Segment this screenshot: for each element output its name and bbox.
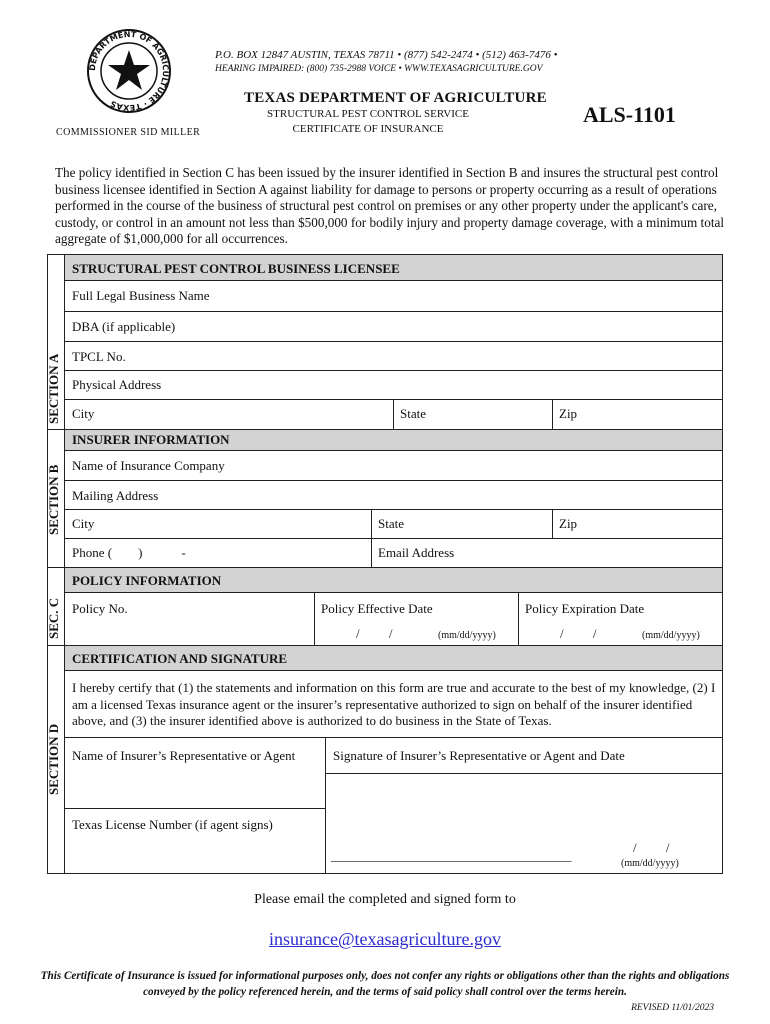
section-d-title: CERTIFICATION AND SIGNATURE	[72, 651, 288, 666]
signature-date-slashes: / /	[633, 840, 670, 855]
dba-field[interactable]: DBA (if applicable)	[72, 319, 176, 334]
phone-field[interactable]: Phone ( ) -	[72, 545, 186, 560]
disclaimer-text: This Certificate of Insurance is issued for informational purposes only, does not confer any rights or obligations other than the rights and obligations conveyed by the policy referenced herein, and the terms of said policy shall control over the terms herein.	[40, 970, 730, 998]
certification-statement: I hereby certify that (1) the statements and information on this form are true and accurate to the best of my knowledge, (2) I am a licensed Texas insurance agent or the insurer’s representative authorized to sign on behalf of the insurer identified above, and (3) the insurer identified above is authorized to do business in the State of Texas.	[72, 680, 716, 728]
form-number: ALS-1101	[583, 102, 676, 127]
divider	[552, 399, 553, 429]
expiration-date-field[interactable]: Policy Expiration Date	[525, 601, 645, 616]
submission-email-link[interactable]: insurance@texasagriculture.gov	[269, 929, 501, 949]
expiration-date-slashes: / /	[560, 626, 597, 641]
tda-seal-logo	[86, 28, 172, 114]
rep-name-field[interactable]: Name of Insurer’s Representative or Agent	[72, 748, 296, 763]
intro-paragraph: The policy identified in Section C has been issued by the insurer identified in Section B and insures the structural pest control business licensee identified in Section A against liability for damage to persons or property occurring as a result of operations performed in the course of the business of structural pest control on premises or any other property under the applicant's care, custody, or control in an amount not less than $500,000 for bodily injury and property damage coverage, with a minimum total aggregate of $1,000,000 for all occurrences.	[55, 165, 725, 246]
divider	[65, 311, 723, 312]
tpcl-field[interactable]: TPCL No.	[72, 349, 126, 364]
divider	[65, 280, 723, 281]
section-c-title: POLICY INFORMATION	[72, 573, 222, 588]
section-d-label: SECTION D	[46, 723, 61, 795]
divider	[65, 808, 325, 809]
full-legal-name-field[interactable]: Full Legal Business Name	[72, 288, 210, 303]
signature-line[interactable]: _____________________________________	[331, 848, 572, 863]
divider	[518, 592, 519, 645]
divider	[65, 370, 723, 371]
section-b-title: INSURER INFORMATION	[72, 432, 230, 447]
svg-text:DEPARTMENT OF AGRICULTURE · TE: DEPARTMENT OF AGRICULTURE · TEXAS	[87, 29, 171, 113]
divider	[325, 773, 723, 774]
physical-address-field[interactable]: Physical Address	[72, 377, 162, 392]
section-b-zip-field[interactable]: Zip	[559, 516, 578, 531]
signature-date-format: (mm/dd/yyyy)	[621, 858, 679, 869]
divider	[65, 509, 723, 510]
section-c-side: SEC. C	[47, 567, 65, 645]
signature-field[interactable]: Signature of Insurer’s Representative or Agent and Date	[333, 748, 625, 763]
service-name: STRUCTURAL PEST CONTROL SERVICE	[267, 108, 469, 120]
revision-date: REVISED 11/01/2023	[631, 1003, 714, 1013]
agency-name: TEXAS DEPARTMENT OF AGRICULTURE	[244, 90, 547, 106]
divider	[325, 737, 326, 874]
section-b-side	[47, 429, 65, 567]
section-a-city-field[interactable]: City	[72, 406, 95, 421]
section-a-zip-field[interactable]: Zip	[559, 406, 578, 421]
effective-date-field[interactable]: Policy Effective Date	[321, 601, 433, 616]
email-address-field[interactable]: Email Address	[378, 545, 455, 560]
divider	[65, 399, 723, 400]
section-b-label: SECTION B	[46, 464, 61, 535]
section-d-side	[47, 645, 65, 874]
expiration-date-format: (mm/dd/yyyy)	[642, 630, 700, 641]
commissioner-name: COMMISSIONER SID MILLER	[56, 127, 201, 138]
policy-number-field[interactable]: Policy No.	[72, 601, 128, 616]
email-instruction: Please email the completed and signed form to	[254, 892, 516, 907]
effective-date-format: (mm/dd/yyyy)	[438, 630, 496, 641]
license-number-field[interactable]: Texas License Number (if agent signs)	[72, 817, 273, 832]
contact-line-1: P.O. BOX 12847 AUSTIN, TEXAS 78711 • (877) 542-2474 • (512) 463-7476 •	[215, 49, 558, 61]
section-a-state-field[interactable]: State	[400, 406, 426, 421]
section-b-city-field[interactable]: City	[72, 516, 95, 531]
certificate-title: CERTIFICATE OF INSURANCE	[292, 123, 444, 135]
divider	[65, 538, 723, 539]
section-a-side: SECTION A	[47, 254, 65, 429]
insurance-company-field[interactable]: Name of Insurance Company	[72, 458, 225, 473]
divider	[65, 341, 723, 342]
divider	[314, 592, 315, 645]
divider	[65, 450, 723, 451]
section-a-title: STRUCTURAL PEST CONTROL BUSINESS LICENSEE	[72, 261, 400, 276]
section-b-state-field[interactable]: State	[378, 516, 404, 531]
divider	[65, 592, 723, 593]
effective-date-slashes: / /	[356, 626, 393, 641]
divider	[65, 670, 723, 671]
insurance-form	[47, 254, 723, 874]
mailing-address-field[interactable]: Mailing Address	[72, 488, 159, 503]
divider	[65, 480, 723, 481]
divider	[393, 399, 394, 429]
divider	[552, 509, 553, 538]
contact-line-2: HEARING IMPAIRED: (800) 735-2988 VOICE • WWW.TEXASAGRICULTURE.GOV	[215, 64, 543, 74]
divider	[65, 737, 723, 738]
